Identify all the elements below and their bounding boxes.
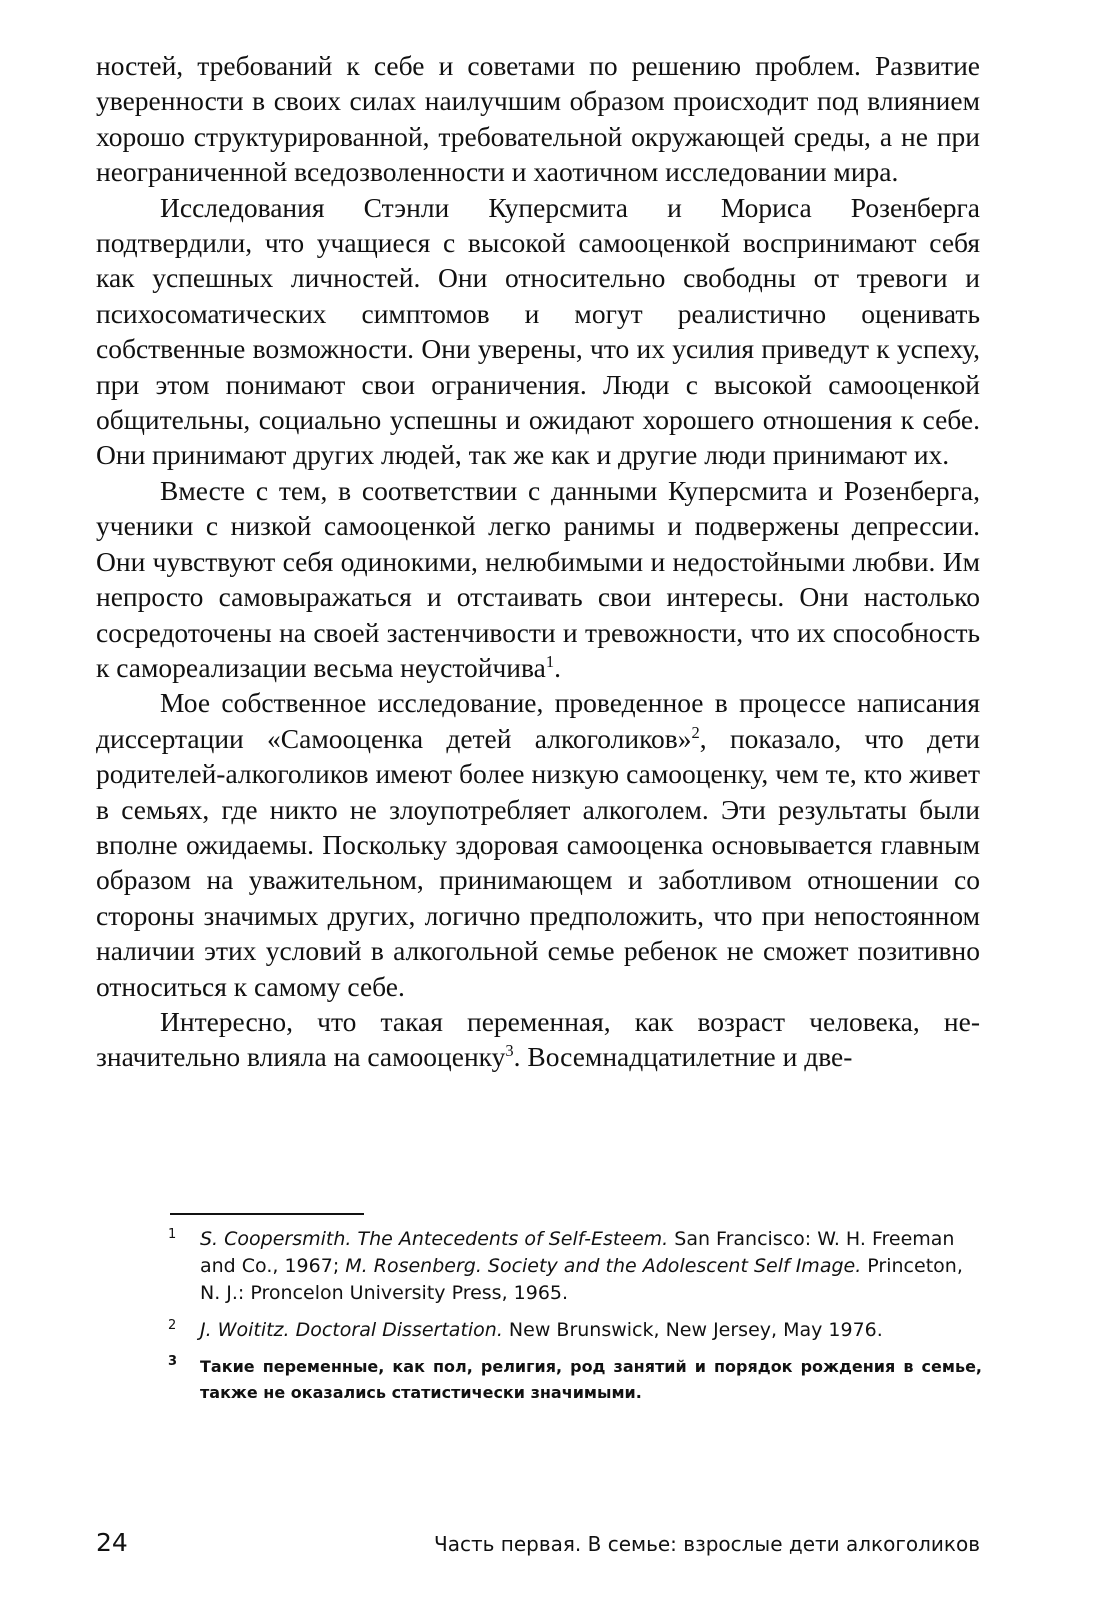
footnote-2-source: J. Woititz. Doctoral Dissertation.: [200, 1319, 503, 1341]
paragraph-2: Исследования Стэнли Куперсмита и Мориса Розенберга подтвердили, что учащиеся с высокой самооценкой воспринимают себя как успешных личностей. Они относительно свободны от тревоги и психосоматических симптомов и могут реалистично оценивать собственные возможности. Они уверены, что их усилия приведут к успеху, при этом понимают свои ограничения. Люди с высокой самооценкой общительны, социально успешны и ожидают хорошего отношения к себе. Они принимают других людей, так же как и другие люди принимают их.: [96, 191, 980, 471]
footnote-1-number: 1: [168, 1227, 177, 1242]
footnote-3: [168, 1354, 982, 1406]
paragraph-4: [96, 685, 980, 1004]
footnote-3-number: 3: [168, 1354, 178, 1369]
footnotes: [168, 1226, 982, 1416]
footnote-2: [168, 1317, 982, 1344]
footnote-ref-1[interactable]: 1: [545, 652, 555, 672]
paragraph-5-text-b: . Восемнадцатилетние и две-: [513, 1041, 853, 1073]
footnote-3-text: Такие переменные, как пол, религия, род занятий и порядок рождения в семье, также не оказались статистически значимыми.: [200, 1357, 982, 1402]
footnote-ref-3[interactable]: 3: [505, 1041, 514, 1061]
footnote-2-details: New Brunswick, New Jersey, May 1976.: [502, 1319, 883, 1341]
page-number: 24: [96, 1528, 128, 1557]
paragraph-3-end: .: [554, 651, 561, 683]
paragraph-4-text-a: Мое собственное исследование, проведенное в процессе написания диссертации «Самооценка детей алкоголиков»: [96, 687, 980, 754]
footnote-ref-2[interactable]: 2: [691, 722, 700, 742]
footnote-1-source-2: M. Rosenberg. Society and the Adolescent Self Image.: [345, 1255, 862, 1277]
paragraph-5: [96, 1004, 980, 1075]
footnote-1: [168, 1226, 982, 1307]
footnote-1-details-2: Princeton, N. J.: Proncelon University Press, 1965.: [200, 1255, 963, 1304]
paragraph-4-text-b: , показало, что дети родителей-алкоголиков имеют более низкую самооценку, чем те, кто живет в семьях, где никто не злоупотребляет алкоголем. Эти результаты были вполне ожидаемы. Поскольку здоровая самооценка основывается главным образом на уважительном, принимающем и заботливом отношении со стороны значимых других, логично предположить, что при непостоянном наличии этих условий в алкогольной семье ребенок не сможет позитивно относиться к самому себе.: [96, 722, 980, 1002]
paragraph-5-text-a: Интересно, что такая переменная, как возраст человека, незначительно влияла на самооценку: [96, 1005, 980, 1073]
footnote-1-source-1: S. Coopersmith. The Antecedents of Self-Esteem.: [200, 1228, 669, 1250]
main-text: [96, 48, 980, 1075]
footnote-divider: [170, 1213, 364, 1215]
page-body: [96, 48, 980, 1075]
footnote-2-number: 2: [168, 1318, 177, 1333]
running-title: Часть первая. В семье: взрослые дети алкоголиков: [434, 1532, 980, 1556]
paragraph-3: [96, 473, 980, 685]
paragraph-3-text: Вместе с тем, в соответствии с данными Куперсмита и Розенберга, ученики с низкой самооценкой легко ранимы и подвержены депрессии. Они чувствуют себя одинокими, нелюбимыми и недостойными любви. Им непросто самовыражаться и отстаивать свои интересы. Они настолько сосредоточены на своей застенчивости и тревожности, что их способность к самореализации весьма неустойчива: [96, 474, 980, 683]
paragraph-1: ностей, требований к себе и советами по решению проблем. Развитие уверенности в своих силах наилучшим образом происходит под влиянием хорошо структурированной, требовательной окружающей среды, а не при неограниченной вседозволенности и хаотичном исследовании мира.: [96, 50, 980, 188]
footnote-1-details-1: San Francisco: W. H. Freeman and Co., 1967;: [200, 1228, 955, 1277]
